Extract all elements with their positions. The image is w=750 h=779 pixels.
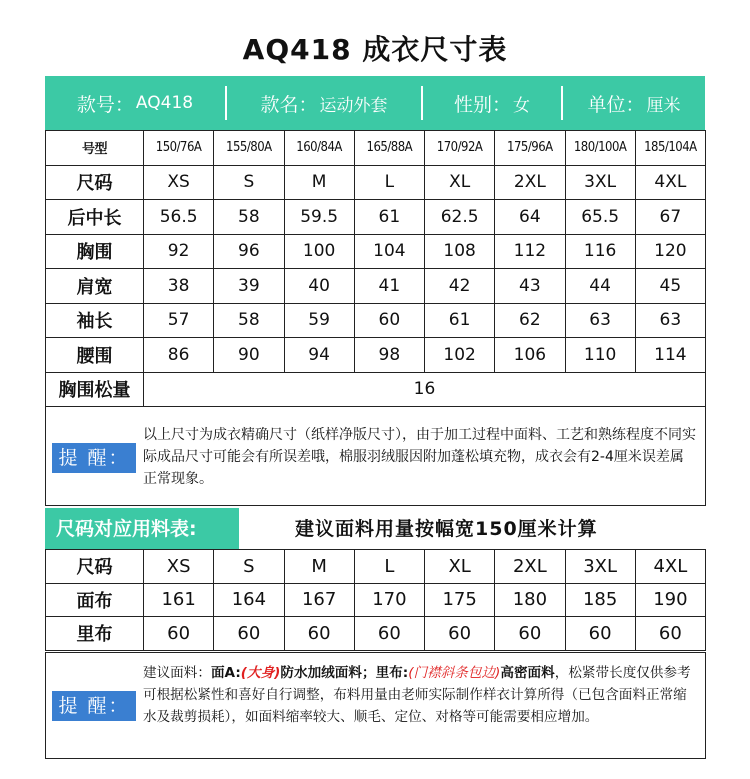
- fabric-note-rest: ，松紧带长度仅供参考可根据松紧性和喜好自行调整，布料用量由老师实际制作样衣计算所得（已包含面料正常缩水及裁剪损耗），如面料缩率较大、顺毛、定位、对格等可能需要相应增加。: [143, 665, 691, 725]
- measurement-value: 59.5: [284, 200, 354, 235]
- fabric-value: 60: [284, 617, 354, 651]
- fabric-row: [46, 583, 706, 617]
- measurement-row: [46, 338, 706, 373]
- measurement-row: [46, 234, 706, 269]
- measurement-value: 40: [284, 269, 354, 304]
- measurement-value: 90: [214, 338, 284, 373]
- measurement-row: [46, 200, 706, 235]
- measurement-value: 94: [284, 338, 354, 373]
- reminder-note: [45, 406, 706, 506]
- fabric-value: 164: [214, 583, 284, 617]
- reminder-text: 以上尺寸为成衣精确尺寸（纸样净版尺寸），由于加工过程中面料、工艺和熟练程度不同实际成品尺寸可能会有所误差哦，棉服羽绒服因附加蓬松填充物，成衣会有2-4厘米误差属正常现象。: [143, 427, 696, 487]
- fabric-reminder-badge: 提 醒：: [52, 691, 136, 721]
- measurement-value: 106: [495, 338, 565, 373]
- measurement-label: 后中长: [46, 200, 144, 235]
- size-cell: L: [354, 165, 424, 200]
- measurement-value: 38: [144, 269, 214, 304]
- style-no-value: AQ418: [135, 93, 194, 113]
- measurement-value: 59: [284, 303, 354, 338]
- size-cell: 4XL: [635, 165, 705, 200]
- ease-value: 16: [144, 372, 706, 407]
- fabric-section-note: 建议面料用量按幅宽150厘米计算: [295, 518, 598, 540]
- face-note: (大身): [240, 665, 281, 681]
- fabric-value: 60: [214, 617, 284, 651]
- style-name: [227, 76, 421, 130]
- size-cell: 2XL: [495, 165, 565, 200]
- measurement-value: 116: [565, 234, 635, 269]
- lining-label: 里布:: [375, 665, 409, 681]
- unit: [563, 76, 705, 130]
- fabric-row-label: 里布: [46, 617, 144, 651]
- measurement-value: 67: [635, 200, 705, 235]
- measurement-value: 61: [354, 200, 424, 235]
- fabric-size-cell: S: [214, 550, 284, 584]
- measurement-value: 104: [354, 234, 424, 269]
- measurement-value: 58: [214, 303, 284, 338]
- face-label: 面A:: [210, 665, 241, 681]
- fabric-value: 60: [354, 617, 424, 651]
- measurement-value: 56.5: [144, 200, 214, 235]
- fabric-value: 60: [635, 617, 705, 651]
- model-cell: 165/88A: [354, 131, 424, 166]
- measurement-label: 袖长: [46, 303, 144, 338]
- fabric-value: 60: [144, 617, 214, 651]
- measurement-value: 44: [565, 269, 635, 304]
- model-cell: 170/92A: [425, 131, 495, 166]
- measurement-value: 60: [354, 303, 424, 338]
- model-cell: 155/80A: [214, 131, 284, 166]
- unit-value: 厘米: [646, 95, 681, 116]
- measurement-value: 108: [425, 234, 495, 269]
- size-label: 尺码: [46, 165, 144, 200]
- measurement-label: 肩宽: [46, 269, 144, 304]
- fabric-value: 190: [635, 583, 705, 617]
- size-cell: XL: [425, 165, 495, 200]
- fabric-value: 60: [495, 617, 565, 651]
- model-row: [46, 131, 706, 166]
- model-label: 号型: [46, 131, 144, 166]
- lining-fabric: 高密面料: [500, 665, 555, 681]
- fabric-size-cell: 3XL: [565, 550, 635, 584]
- fabric-prefix: 建议面料：: [143, 665, 211, 681]
- measurement-value: 63: [565, 303, 635, 338]
- measurement-row: [46, 269, 706, 304]
- model-cell: 185/104A: [635, 131, 705, 166]
- fabric-section-bar: [45, 508, 705, 550]
- page-title: AQ418 成衣尺寸表: [242, 33, 508, 66]
- fabric-size-cell: 2XL: [495, 550, 565, 584]
- fabric-value: 170: [354, 583, 424, 617]
- gender-label: 性别：: [453, 93, 511, 116]
- fabric-value: 185: [565, 583, 635, 617]
- measurement-label: 腰围: [46, 338, 144, 373]
- fabric-size-cell: 4XL: [635, 550, 705, 584]
- fabric-reminder-note: [45, 652, 706, 759]
- size-cell: M: [284, 165, 354, 200]
- fabric-value: 180: [495, 583, 565, 617]
- style-no: [45, 76, 225, 130]
- measurement-value: 86: [144, 338, 214, 373]
- fabric-size-cell: M: [284, 550, 354, 584]
- measurement-value: 100: [284, 234, 354, 269]
- fabric-row: [46, 617, 706, 651]
- header-info-bar: [45, 76, 705, 130]
- size-row: [46, 165, 706, 200]
- measurement-value: 62: [495, 303, 565, 338]
- measurement-value: 110: [565, 338, 635, 373]
- measurement-value: 42: [425, 269, 495, 304]
- measurement-value: 65.5: [565, 200, 635, 235]
- measurement-value: 64: [495, 200, 565, 235]
- fabric-reminder-text: [143, 662, 697, 728]
- style-name-value: 运动外套: [319, 95, 388, 116]
- ease-row: [46, 372, 706, 407]
- measurement-value: 102: [425, 338, 495, 373]
- measurement-value: 63: [635, 303, 705, 338]
- measurement-value: 39: [214, 269, 284, 304]
- ease-label: 胸围松量: [46, 372, 144, 407]
- measurement-row: [46, 303, 706, 338]
- measurement-value: 58: [214, 200, 284, 235]
- measurement-value: 62.5: [425, 200, 495, 235]
- measurement-value: 57: [144, 303, 214, 338]
- measurement-label: 胸围: [46, 234, 144, 269]
- fabric-value: 60: [565, 617, 635, 651]
- measurement-value: 45: [635, 269, 705, 304]
- fabric-size-cell: XL: [425, 550, 495, 584]
- size-cell: S: [214, 165, 284, 200]
- measurement-value: 120: [635, 234, 705, 269]
- style-no-label: 款号：: [76, 93, 134, 116]
- reminder-badge: 提 醒：: [52, 443, 136, 473]
- measurement-value: 114: [635, 338, 705, 373]
- model-cell: 150/76A: [144, 131, 214, 166]
- fabric-value: 161: [144, 583, 214, 617]
- unit-label: 单位：: [587, 93, 645, 116]
- fabric-size-row: [46, 550, 706, 584]
- fabric-table: [45, 549, 706, 651]
- model-cell: 180/100A: [565, 131, 635, 166]
- measurement-value: 92: [144, 234, 214, 269]
- model-cell: 175/96A: [495, 131, 565, 166]
- face-fabric: 防水加绒面料；: [280, 665, 376, 681]
- measurement-value: 61: [425, 303, 495, 338]
- lining-note: (门襟斜条包边): [408, 665, 501, 681]
- fabric-value: 175: [425, 583, 495, 617]
- measurement-value: 98: [354, 338, 424, 373]
- fabric-size-cell: L: [354, 550, 424, 584]
- style-name-label: 款名：: [260, 93, 318, 116]
- size-cell: XS: [144, 165, 214, 200]
- measurement-value: 96: [214, 234, 284, 269]
- model-cell: 160/84A: [284, 131, 354, 166]
- measurement-value: 41: [354, 269, 424, 304]
- fabric-value: 167: [284, 583, 354, 617]
- measurement-value: 43: [495, 269, 565, 304]
- fabric-value: 60: [425, 617, 495, 651]
- gender-value: 女: [513, 95, 530, 116]
- measurement-value: 112: [495, 234, 565, 269]
- fabric-size-cell: XS: [144, 550, 214, 584]
- size-table: [45, 130, 706, 407]
- size-cell: 3XL: [565, 165, 635, 200]
- gender: [423, 76, 561, 130]
- fabric-section-label: 尺码对应用料表:: [45, 508, 239, 550]
- fabric-row-label: 面布: [46, 583, 144, 617]
- fabric-size-label: 尺码: [46, 550, 144, 584]
